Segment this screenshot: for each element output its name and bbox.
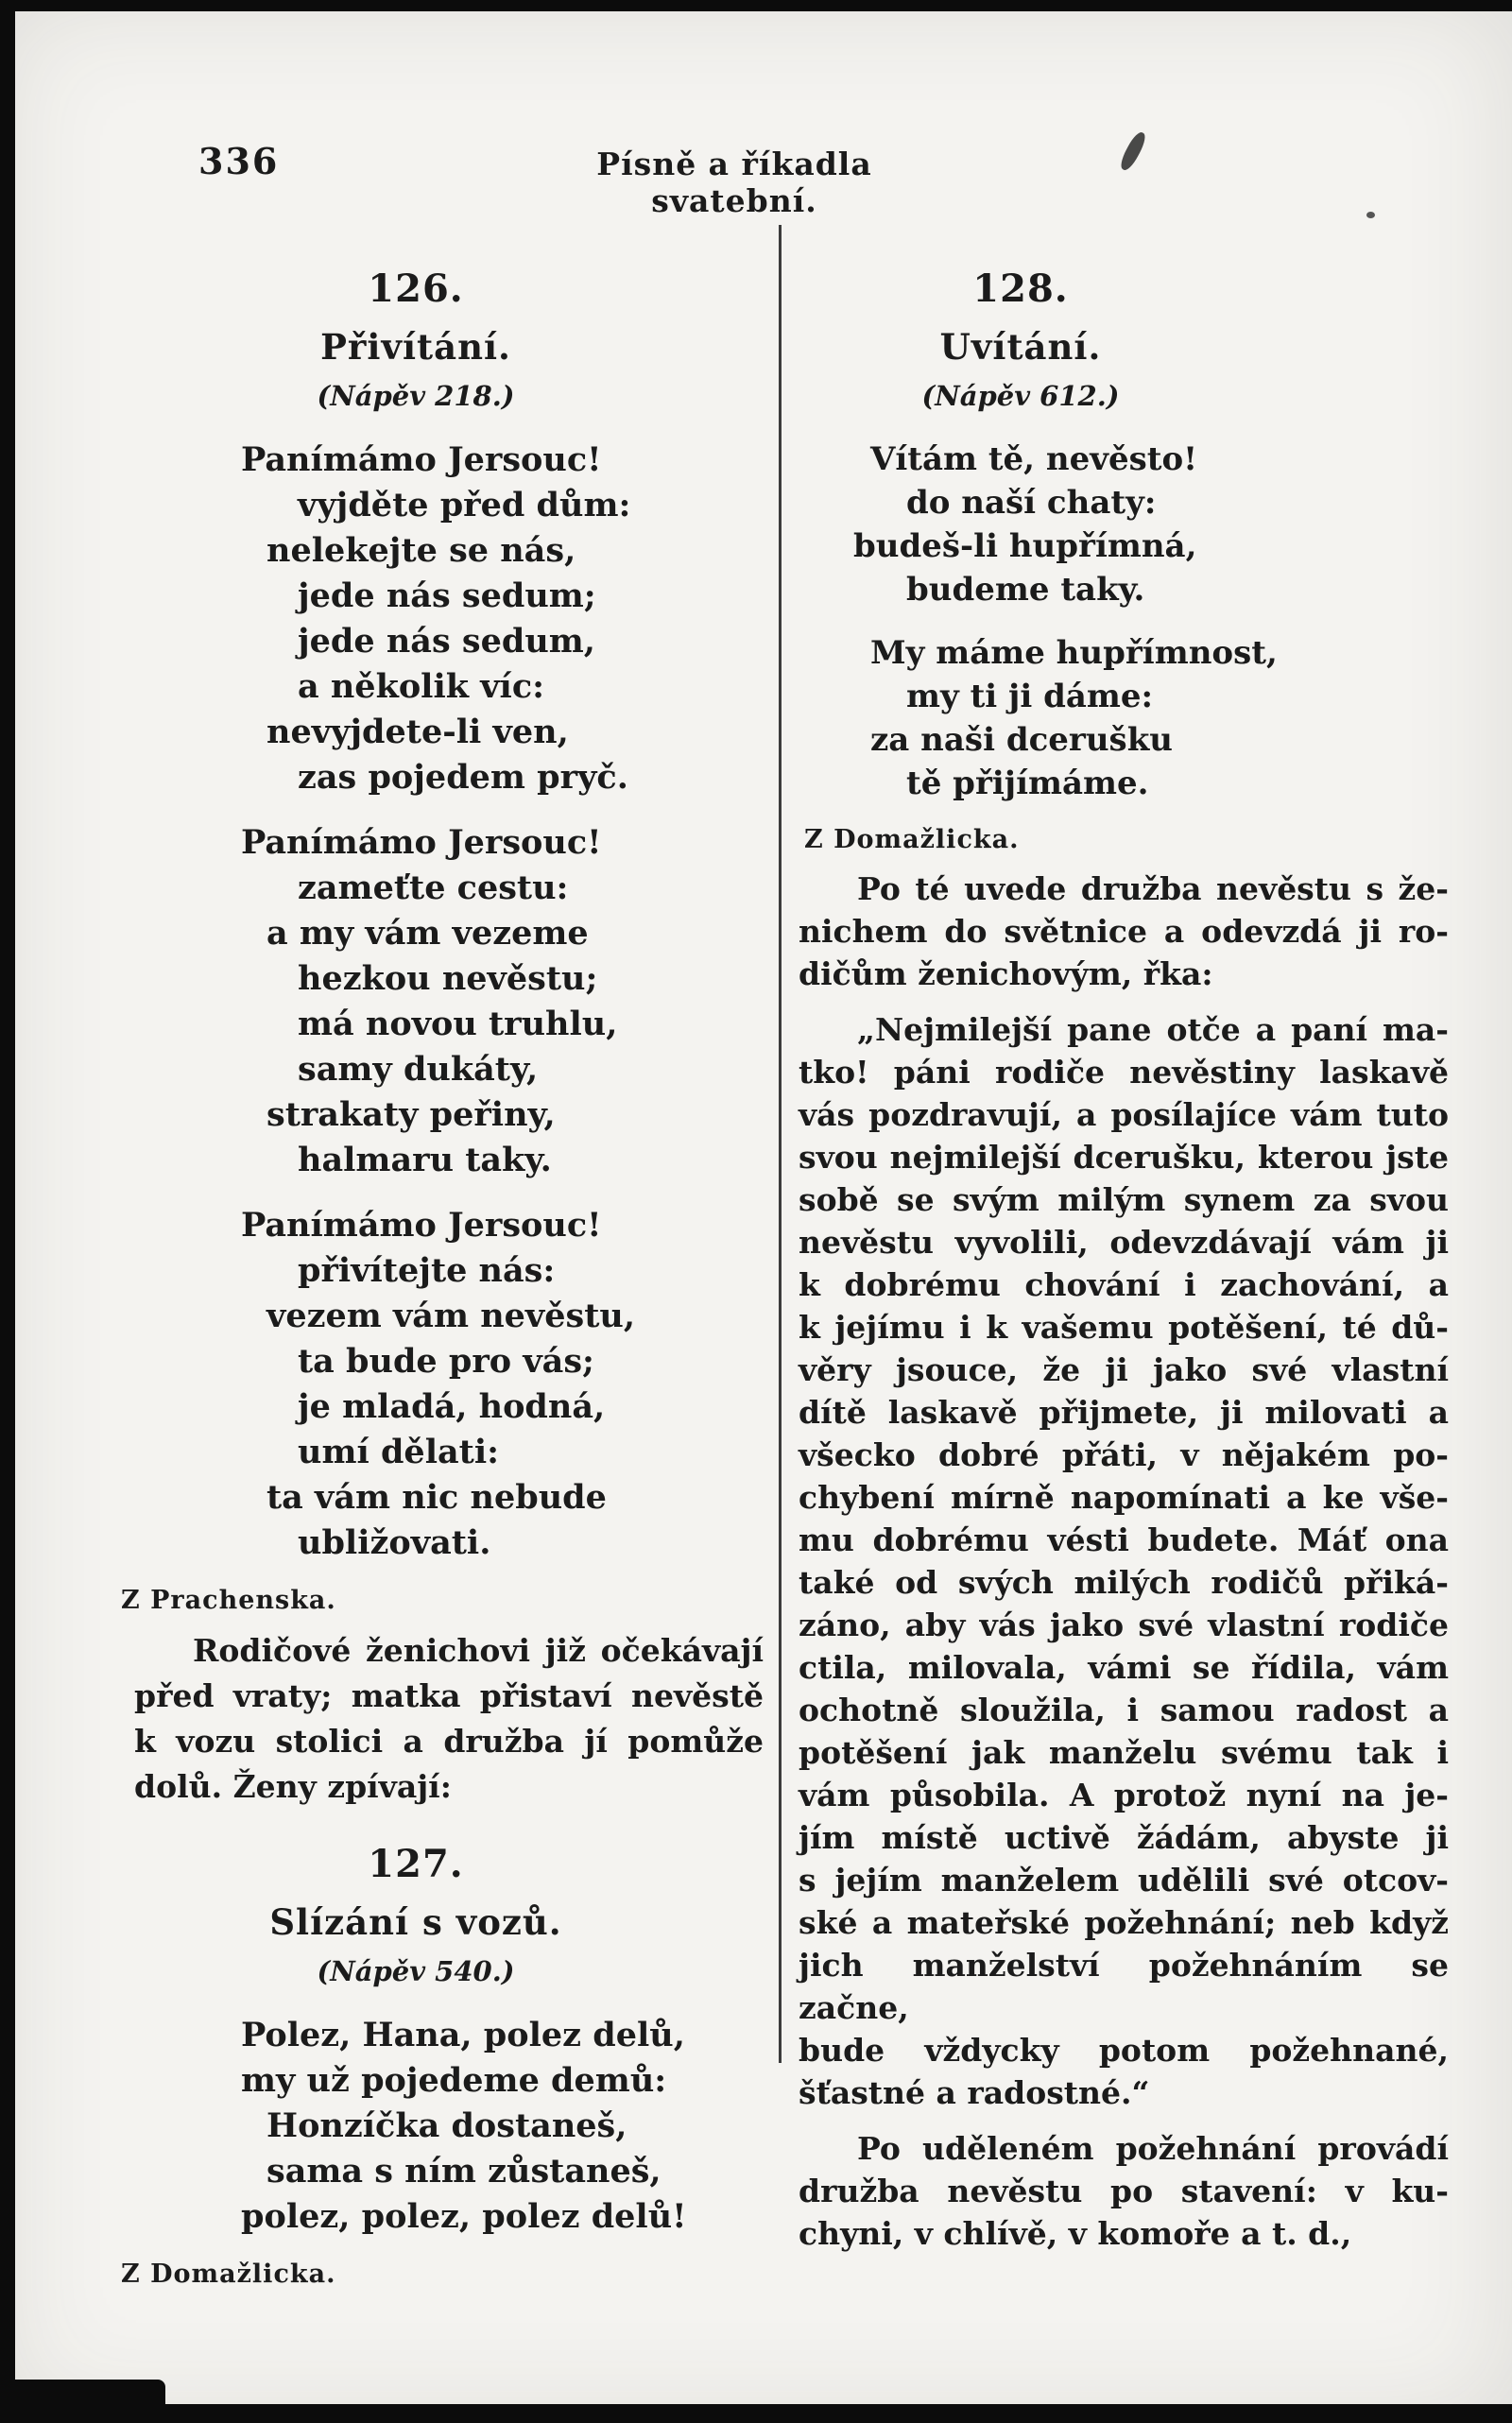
verse-line: přivítejte nás: [298, 1251, 556, 1290]
song-128-stanzas [799, 438, 1449, 805]
prose-line: chyni, v chlívě, v komoře a t. d., [799, 2215, 1352, 2252]
verse-line: halmaru taky. [298, 1141, 552, 1179]
ink-speck [1366, 212, 1375, 218]
stage-direction-paragraph [799, 2127, 1449, 2255]
prose-line: s jejím manželem udělili své otcov- [799, 1862, 1449, 1899]
prose-line: sobě se svým milým synem za svou [799, 1181, 1449, 1218]
verse-line: Panímámo Jersouc! [241, 440, 602, 479]
prose-line: Po té uvede družba nevěstu s že- [857, 870, 1449, 907]
prose-line: družba nevěstu po stavení: v ku- [799, 2173, 1449, 2209]
verse-line: nelekejte se nás, [266, 531, 576, 570]
stanza [104, 2013, 765, 2240]
source-note: Z Prachenska. [121, 1586, 336, 1615]
stanza [104, 820, 765, 1183]
verse-line: strakaty peřiny, [266, 1095, 556, 1134]
verse-line: my ti ji dáme: [906, 678, 1154, 715]
verse-line: sama s ním zůstaneš, [266, 2152, 662, 2191]
prose-line: vám působila. A protož nyní na je- [799, 1777, 1449, 1813]
wedding-speech-paragraph [799, 1008, 1449, 2114]
column-divider [779, 225, 782, 2063]
song-title: Slízání s vozů. [269, 1901, 562, 1943]
stanza [104, 1203, 765, 1566]
prose-line: svou nejmilejší dcerušku, kterou jste [799, 1139, 1449, 1176]
verse-line: Panímámo Jersouc! [241, 1206, 602, 1245]
prose-line: chybení mírně napomínati a ke vše- [799, 1479, 1449, 1516]
verse-line: vyjděte před dům: [298, 486, 631, 524]
song-melody-reference: (Nápěv 540.) [317, 1955, 515, 1987]
prose-line: nevěstu vyvolili, odevzdávají vám ji [799, 1224, 1449, 1261]
prose-line: ské a mateřské požehnání; neb když [799, 1904, 1449, 1941]
prose-line: Rodičové ženichovi již očekávají [193, 1632, 764, 1669]
prose-line: ochotně sloužila, i samou radost a [799, 1692, 1449, 1728]
running-head-title: Písně a říkadla svatební. [596, 146, 872, 219]
stanza [799, 438, 1449, 611]
prose-line: bude vždycky potom požehnané, [799, 2032, 1449, 2069]
stanza [799, 631, 1449, 805]
prose-line: k vozu stolici a družba jí pomůže [134, 1723, 764, 1760]
verse-line: polez, polez, polez delů! [241, 2197, 687, 2236]
verse-line: budeme taky. [906, 571, 1145, 609]
prose-line: mu dobrému vésti budete. Máť ona [799, 1521, 1449, 1558]
verse-line: má novou truhlu, [298, 1005, 618, 1043]
prose-line: jich manželství požehnáním se začne, [799, 1947, 1449, 2026]
song-127-heading [104, 1842, 728, 1987]
stage-direction-paragraph [134, 1628, 764, 1810]
verse-line: jede nás sedum, [298, 622, 595, 661]
prose-line: věry jsouce, že ji jako své vlastní [799, 1351, 1449, 1388]
song-title: Uvítání. [939, 326, 1102, 368]
prose-line: ctila, milovala, vámi se řídila, vám [799, 1649, 1449, 1686]
verse-line: ubližovati. [298, 1523, 491, 1562]
prose-line: tko! páni rodiče nevěstiny laskavě [799, 1054, 1449, 1091]
verse-line: a my vám vezeme [266, 914, 589, 953]
verse-line: hezkou nevěstu; [298, 959, 598, 998]
verse-line: Panímámo Jersouc! [241, 823, 602, 862]
prose-line: dolů. Ženy zpívají: [134, 1768, 452, 1805]
source-note: Z Domažlicka. [121, 2260, 336, 2289]
verse-line: nevyjdete-li ven, [266, 713, 569, 751]
prose-line: před vraty; matka přistaví nevěstě [134, 1677, 764, 1714]
prose-line: také od svých milých rodičů přiká- [799, 1564, 1449, 1601]
verse-line: zameťte cestu: [298, 868, 569, 907]
prose-line: dítě laskavě přijmete, ji milovati a [799, 1394, 1449, 1431]
right-column [799, 266, 1449, 2268]
verse-line: do naší chaty: [906, 484, 1157, 522]
prose-line: všecko dobré přáti, v nějakém po- [799, 1436, 1449, 1473]
verse-line: a několik víc: [298, 667, 545, 706]
song-title: Přivítání. [320, 326, 511, 368]
scan-edge-bottom-left [0, 2380, 165, 2423]
song-melody-reference: (Nápěv 612.) [921, 380, 1120, 412]
verse-line: Vítám tě, nevěsto! [870, 440, 1198, 478]
stanza [104, 438, 765, 800]
scan-edge-left [0, 0, 15, 2423]
verse-line: zas pojedem pryč. [298, 758, 628, 797]
song-number: 127. [368, 1842, 464, 1886]
verse-line: my už pojedeme demů: [241, 2061, 667, 2100]
song-126-heading [104, 266, 728, 412]
verse-line: Polez, Hana, polez delů, [241, 2016, 685, 2054]
verse-line: ta bude pro vás; [298, 1342, 594, 1381]
verse-line: Honzíčka dostaneš, [266, 2106, 627, 2145]
song-128-heading [799, 266, 1243, 412]
song-127-stanzas [104, 2013, 765, 2240]
verse-line: tě přijímáme. [906, 765, 1149, 802]
prose-line: k jejímu i k vašemu potěšení, té dů- [799, 1309, 1449, 1346]
verse-line: vezem vám nevěstu, [266, 1297, 636, 1335]
prose-line: dičům ženichovým, řka: [799, 955, 1213, 992]
verse-line: umí dělati: [298, 1433, 500, 1471]
prose-line: vás pozdravují, a posílajíce vám tuto [799, 1096, 1449, 1133]
prose-line: nichem do světnice a odevzdá ji ro- [799, 913, 1449, 950]
verse-line: za naši dcerušku [870, 721, 1173, 759]
song-number: 128. [972, 266, 1069, 311]
song-melody-reference: (Nápěv 218.) [317, 380, 515, 412]
prose-line: k dobrému chování i zachování, a [799, 1266, 1449, 1303]
verse-line: samy dukáty, [298, 1050, 539, 1089]
song-number: 126. [368, 266, 464, 311]
left-column [104, 266, 765, 2302]
verse-line: My máme hupřímnost, [870, 634, 1278, 672]
prose-line: šťastné a radostné.“ [799, 2074, 1150, 2111]
page-number: 336 [198, 140, 280, 182]
prose-line: Po uděleném požehnání provádí [857, 2130, 1449, 2167]
verse-line: jede nás sedum; [298, 576, 596, 615]
prose-line: „Nejmilejší pane otče a paní ma- [857, 1011, 1449, 1048]
prose-line: záno, aby vás jako své vlastní rodiče [799, 1607, 1449, 1643]
stage-direction-paragraph [799, 868, 1449, 995]
scan-edge-bottom [0, 2404, 1512, 2423]
verse-line: je mladá, hodná, [298, 1387, 606, 1426]
ink-blotch [1117, 129, 1148, 172]
verse-line: budeš-li hupřímná, [853, 527, 1197, 565]
verse-line: ta vám nic nebude [266, 1478, 607, 1517]
source-note: Z Domažlicka. [804, 825, 1020, 854]
scan-edge-top [0, 0, 1512, 11]
prose-line: jím místě uctivě žádám, abyste ji [799, 1819, 1449, 1856]
song-126-stanzas [104, 438, 765, 1566]
prose-line: potěšení jak manželu svému tak i [799, 1734, 1449, 1771]
